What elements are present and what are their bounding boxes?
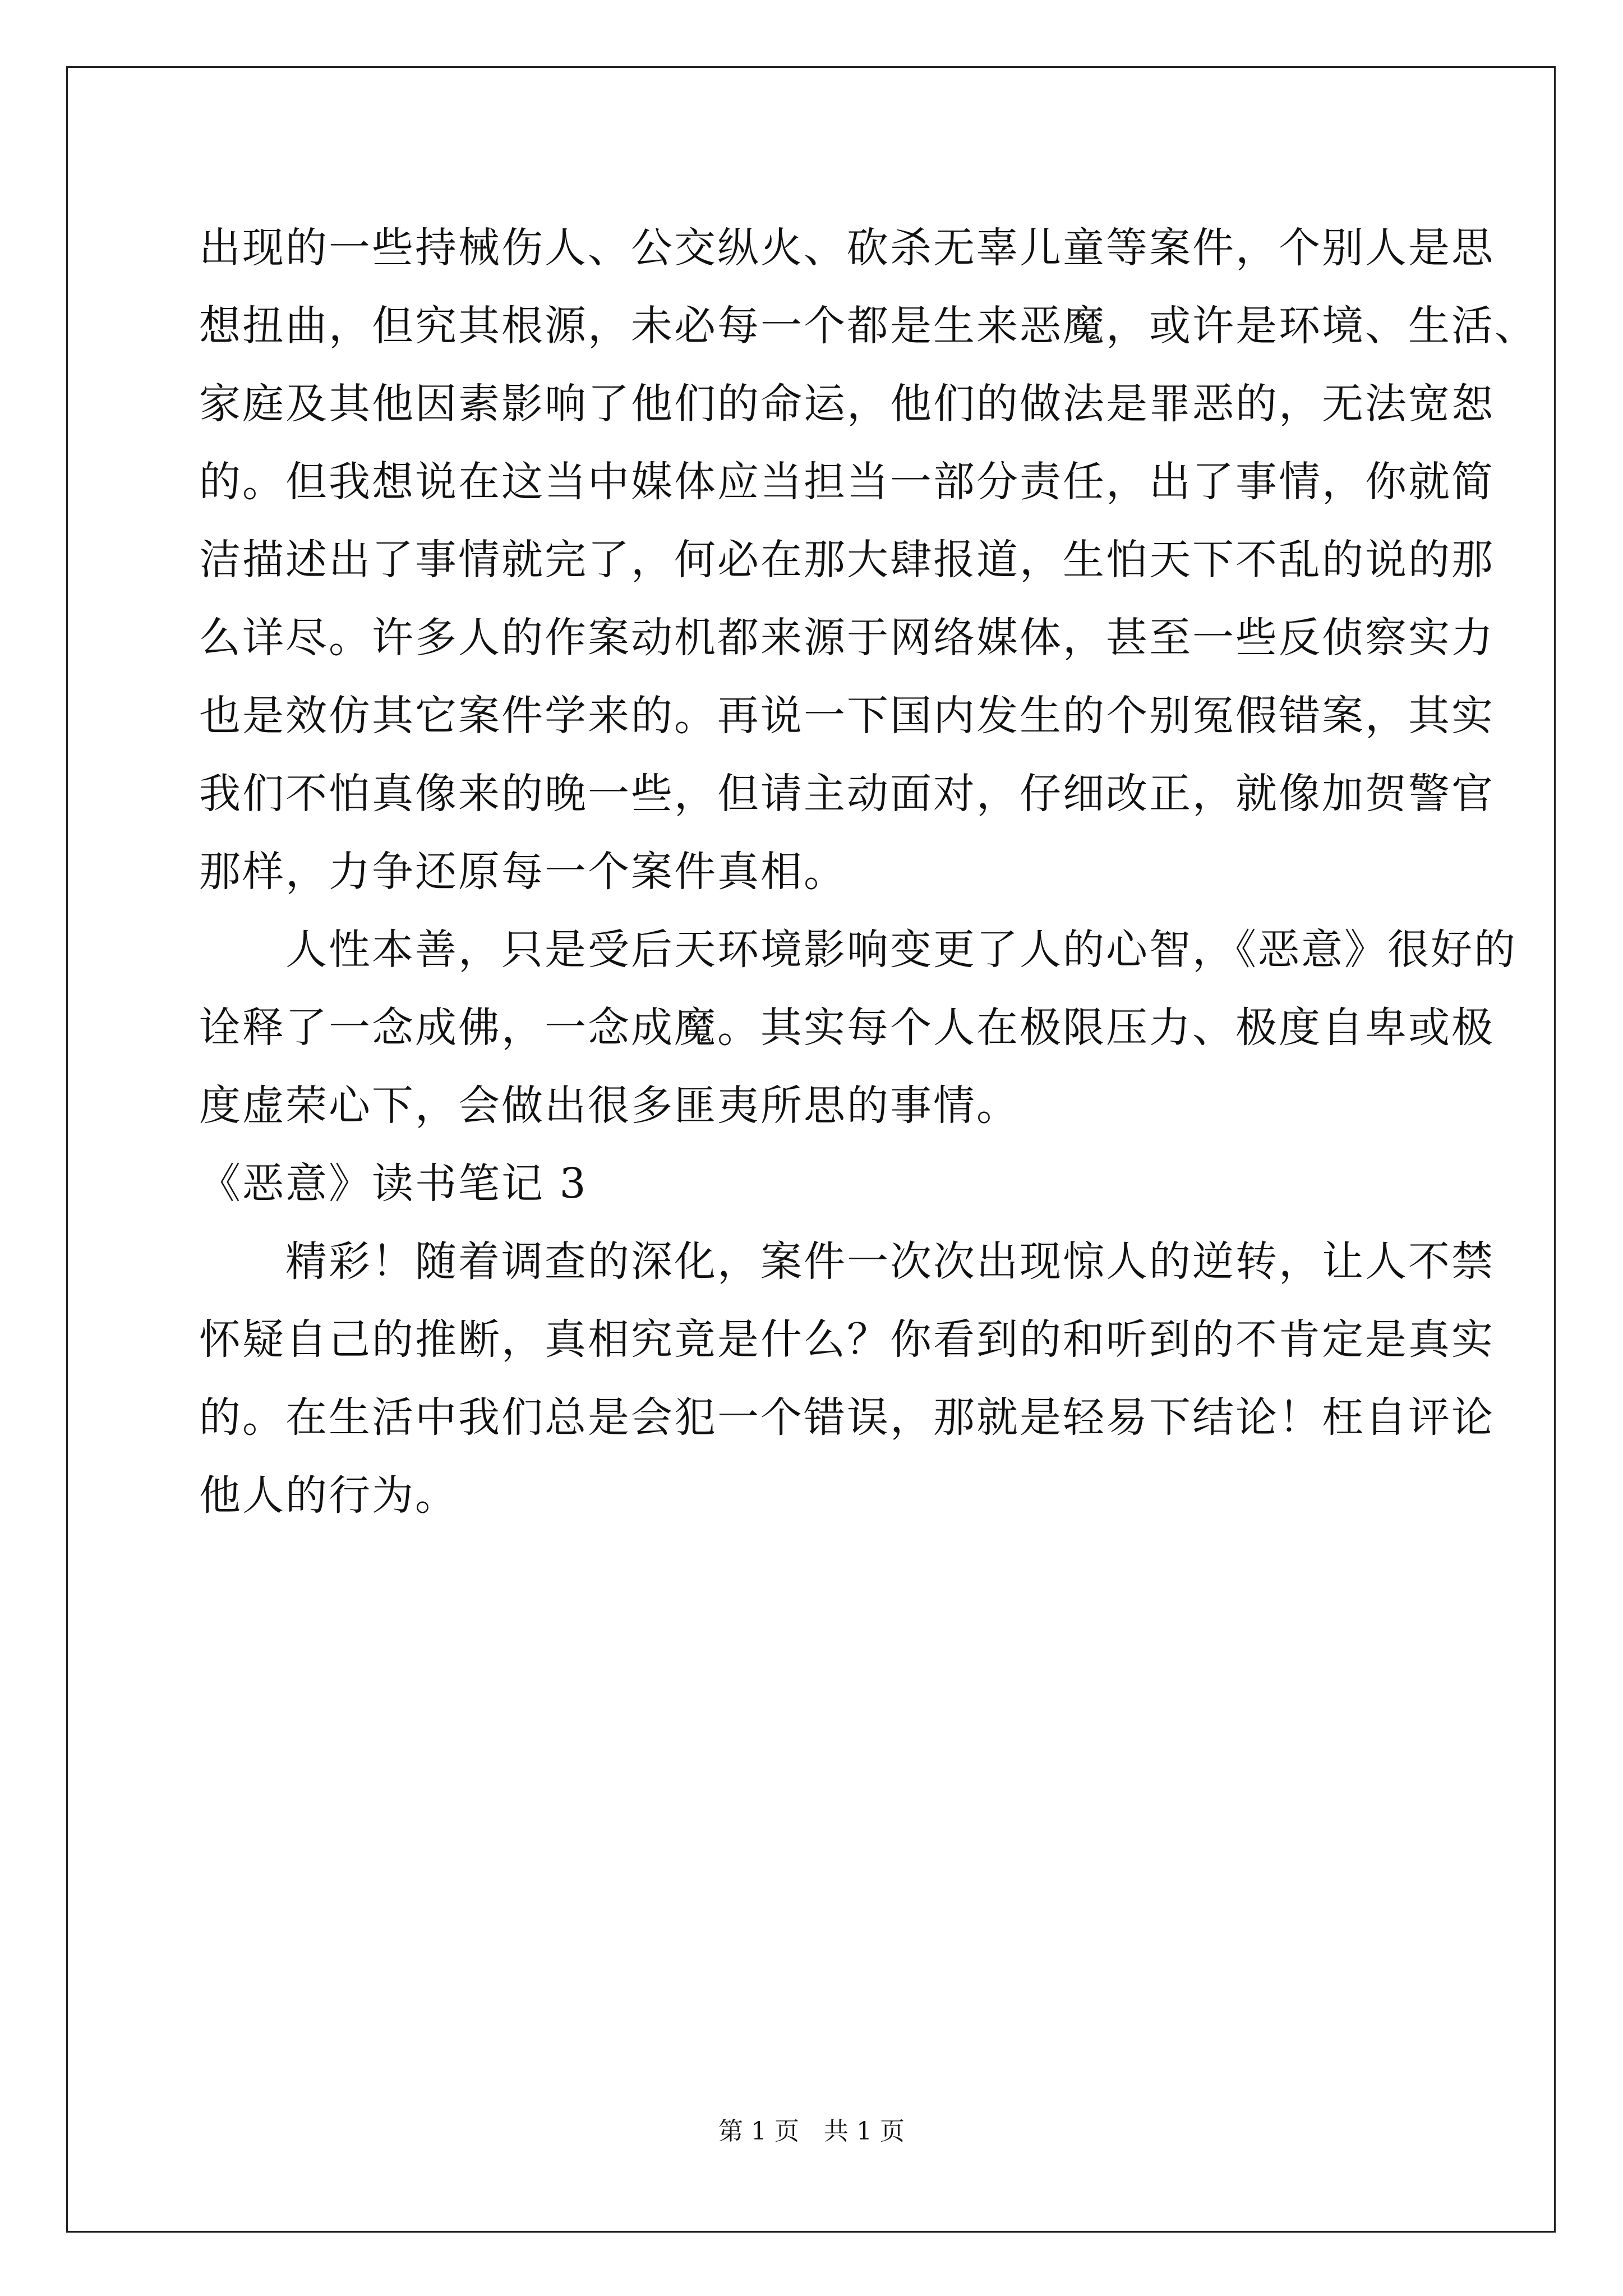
text-line: 的。在生活中我们总是会犯一个错误，那就是轻易下结论！枉自评论 [199, 1393, 1495, 1442]
text-line: 怀疑自己的推断，真相究竟是什么？你看到的和听到的不肯定是真实 [199, 1315, 1495, 1364]
text-line: 么详尽。许多人的作案动机都来源于网络媒体，甚至一些反侦察实力 [199, 614, 1495, 662]
text-line: 洁描述出了事情就完了，何必在那大肆报道，生怕天下不乱的说的那 [199, 536, 1495, 584]
text-line: 那样，力争还原每一个案件真相。 [199, 848, 847, 896]
text-line: 精彩！随着调查的深化，案件一次次出现惊人的逆转，让人不禁 [199, 1237, 1495, 1286]
text-line: 度虚荣心下，会做出很多匪夷所思的事情。 [199, 1082, 1020, 1130]
text-line: 人性本善，只是受后天环境影响变更了人的心智，《恶意》很好的 [199, 926, 1517, 974]
text-line: 他人的行为。 [199, 1471, 458, 1520]
text-line: 家庭及其他因素影响了他们的命运，他们的做法是罪恶的，无法宽恕 [199, 380, 1495, 428]
text-line: 想扭曲，但究其根源，未必每一个都是生来恶魔，或许是环境、生活、 [199, 302, 1538, 350]
text-line: 的。但我想说在这当中媒体应当担当一部分责任，出了事情，你就简 [199, 458, 1495, 506]
page-footer: 第 1 页 共 1 页 [718, 2117, 905, 2146]
text-line: 我们不怕真像来的晚一些，但请主动面对，仔细改正，就像加贺警官 [199, 770, 1495, 818]
text-line: 诠释了一念成佛，一念成魔。其实每个人在极限压力、极度自卑或极 [199, 1004, 1495, 1052]
section-heading: 《恶意》读书笔记 3 [199, 1159, 588, 1208]
text-line: 也是效仿其它案件学来的。再说一下国内发生的个别冤假错案，其实 [199, 692, 1495, 740]
text-line: 出现的一些持械伤人、公交纵火、砍杀无辜儿童等案件，个别人是思 [199, 224, 1495, 272]
